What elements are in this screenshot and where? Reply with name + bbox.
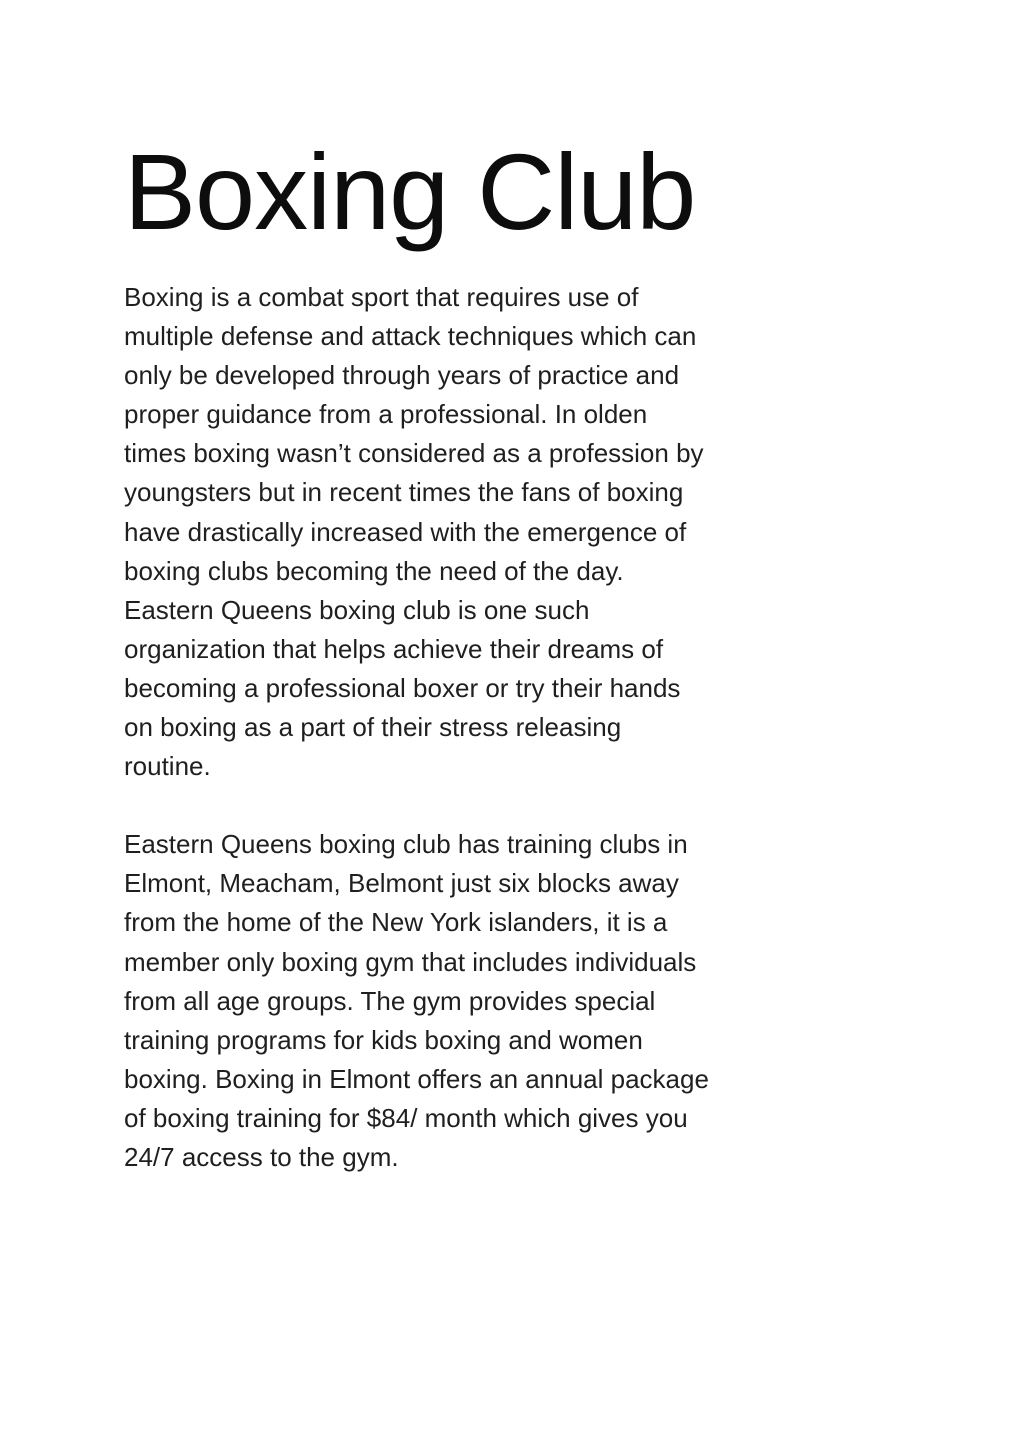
- paragraph-locations: Eastern Queens boxing club has training clubs in Elmont, Meacham, Belmont just six blocks away from the home of the New York islanders, it is a member only boxing gym that includes individuals from all age groups. The gym provides special training programs for kids boxing and women boxing. Boxing in Elmont offers an annual package of boxing training for $84/ month which gives you 24/7 access to the gym.: [124, 829, 709, 1172]
- document-title: Boxing Club: [124, 131, 696, 252]
- paragraph-intro: Boxing is a combat sport that requires use of multiple defense and attack techniques which can only be developed through years of practice and proper guidance from a professional. In olden times boxing wasn’t considered as a profession by youngsters but in recent times the fans of boxing have drastically increased with the emergence of boxing clubs becoming the need of the day. Eastern Queens boxing club is one such organization that helps achieve their dreams of becoming a professional boxer or try their hands on boxing as a part of their stress releasing routine.: [124, 282, 704, 782]
- document-content: [124, 128, 724, 1177]
